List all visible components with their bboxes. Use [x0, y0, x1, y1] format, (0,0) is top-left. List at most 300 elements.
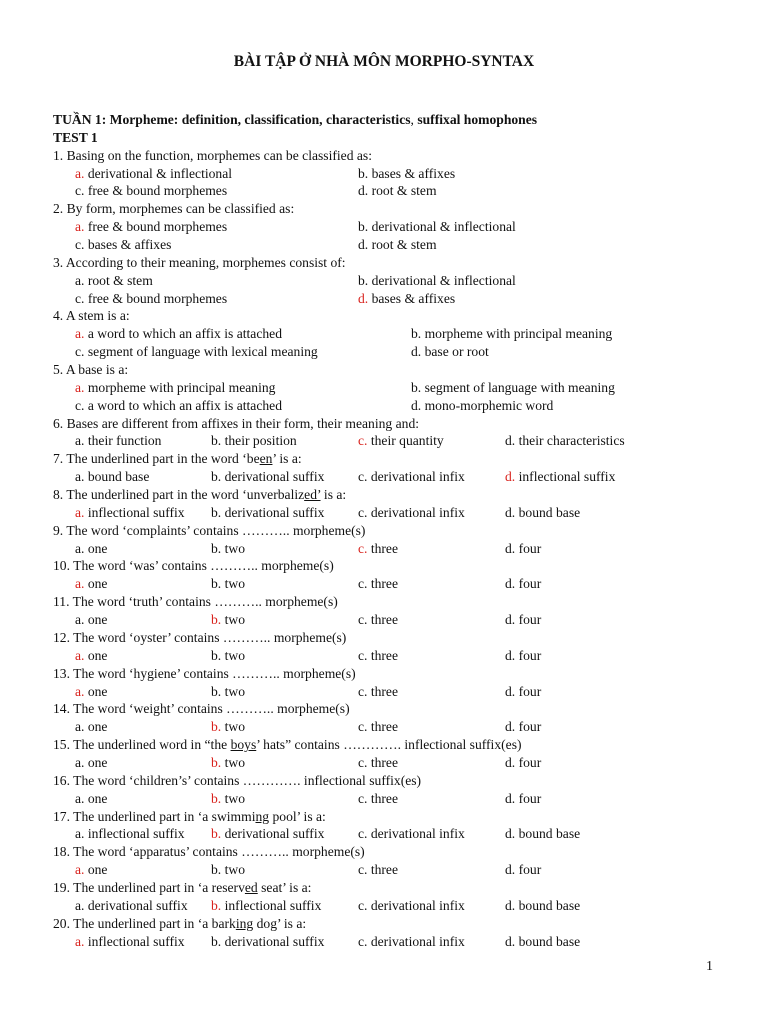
- question-text: 13. The word ‘hygiene’ contains ……….. morpheme(s): [53, 665, 356, 681]
- option-a: [75, 272, 153, 290]
- option-marker: b.: [411, 379, 422, 395]
- option-marker: d.: [505, 754, 516, 770]
- option-c: [358, 683, 398, 701]
- question-10-options-row: [53, 575, 753, 593]
- question-text: dog’ is a:: [253, 915, 307, 931]
- option-text: one: [84, 683, 108, 699]
- option-b: [411, 379, 615, 397]
- option-text: mono-morphemic word: [421, 397, 554, 413]
- option-marker: d.: [505, 504, 516, 520]
- option-text: one: [84, 862, 108, 878]
- question-6-stem: [53, 415, 753, 433]
- option-marker: d.: [411, 397, 422, 413]
- option-marker: b.: [211, 576, 222, 592]
- option-text: bound base: [515, 897, 581, 913]
- option-d: [505, 611, 541, 629]
- option-b: [211, 468, 324, 486]
- option-text: derivational & inflectional: [84, 165, 233, 181]
- week-heading-tail: suffixal homophones: [413, 112, 538, 127]
- question-text: 12. The word ‘oyster’ contains ……….. morpheme(s): [53, 629, 347, 645]
- option-text: segment of language with lexical meaning: [84, 344, 318, 360]
- answer-marker: a.: [75, 326, 85, 342]
- option-text: derivational & inflectional: [368, 272, 516, 288]
- option-c: [358, 504, 465, 522]
- option-marker: c.: [358, 576, 368, 592]
- option-text: one: [84, 754, 108, 770]
- question-5-stem: [53, 361, 753, 379]
- question-20-stem: [53, 915, 753, 933]
- option-d: [505, 825, 580, 843]
- option-marker: a.: [75, 469, 85, 485]
- option-marker: c.: [358, 683, 368, 699]
- option-b: [211, 718, 245, 736]
- question-16-stem: [53, 772, 753, 790]
- week-heading-main: TUẦN 1: Morpheme: definition, classification, characteristics: [53, 112, 411, 127]
- question-10-stem: [53, 557, 753, 575]
- option-text: inflectional suffix: [84, 933, 185, 949]
- option-text: four: [515, 683, 542, 699]
- answer-marker: b.: [211, 826, 222, 842]
- option-text: root & stem: [84, 272, 153, 288]
- option-marker: c.: [358, 647, 368, 663]
- option-text: three: [367, 540, 399, 556]
- question-1-stem: [53, 147, 753, 165]
- option-text: their position: [221, 433, 297, 449]
- option-d: [505, 754, 541, 772]
- option-marker: d.: [505, 540, 516, 556]
- option-c: [358, 718, 398, 736]
- question-4-stem: [53, 307, 753, 325]
- option-b: [358, 165, 455, 183]
- option-c: [75, 290, 227, 308]
- question-text: 11. The word ‘truth’ contains ……….. morpheme(s): [53, 594, 338, 610]
- option-c: [75, 343, 318, 361]
- option-marker: b.: [211, 540, 222, 556]
- answer-marker: a.: [75, 683, 85, 699]
- question-13-options-row: [53, 683, 753, 701]
- option-marker: d.: [505, 433, 516, 449]
- underlined-part: en: [259, 451, 273, 467]
- option-b: [211, 825, 324, 843]
- question-text: is a:: [320, 487, 347, 503]
- option-d: [505, 432, 625, 450]
- question-1-options-row: [53, 182, 753, 200]
- option-marker: d.: [358, 237, 369, 253]
- option-marker: c.: [358, 719, 368, 735]
- question-text: 1. Basing on the function, morphemes can be classified as:: [53, 147, 372, 163]
- option-marker: a.: [75, 754, 85, 770]
- option-text: bases & affixes: [368, 165, 456, 181]
- option-a: [75, 540, 107, 558]
- page-title: BÀI TẬP Ở NHÀ MÔN MORPHO-SYNTAX: [233, 53, 535, 70]
- option-text: four: [515, 754, 542, 770]
- question-text: 4. A stem is a:: [53, 308, 130, 324]
- option-d: [505, 683, 541, 701]
- page-number: 1: [706, 959, 713, 974]
- option-d: [411, 343, 489, 361]
- option-text: two: [221, 754, 245, 770]
- question-text: 10. The word ‘was’ contains ……….. morpheme(s): [53, 558, 334, 574]
- option-marker: a.: [75, 612, 85, 628]
- question-7-options-row: [53, 468, 753, 486]
- option-c: [75, 182, 227, 200]
- question-text: 18. The word ‘apparatus’ contains ……….. morpheme(s): [53, 844, 365, 860]
- underlined-part: boys: [230, 737, 257, 753]
- question-1-options-row: [53, 165, 753, 183]
- option-a: [75, 379, 275, 397]
- option-marker: a.: [75, 719, 85, 735]
- option-b: [211, 933, 324, 951]
- option-text: three: [367, 576, 399, 592]
- option-text: derivational & inflectional: [368, 219, 516, 235]
- option-text: two: [221, 540, 245, 556]
- option-text: three: [367, 647, 399, 663]
- option-marker: c.: [358, 897, 368, 913]
- underlined-part: ed: [244, 879, 258, 895]
- option-a: [75, 468, 149, 486]
- option-b: [358, 272, 516, 290]
- question-12-options-row: [53, 647, 753, 665]
- question-17-stem: [53, 808, 753, 826]
- question-text: 5. A base is a:: [53, 362, 129, 378]
- option-a: [75, 165, 232, 183]
- question-text: 17. The underlined part in ‘a swimmi: [53, 808, 256, 824]
- option-b: [211, 647, 245, 665]
- question-text: 14. The word ‘weight’ contains ……….. morpheme(s): [53, 701, 350, 717]
- option-text: three: [367, 754, 399, 770]
- option-marker: a.: [75, 790, 85, 806]
- question-3-options-row: [53, 272, 753, 290]
- option-marker: a.: [75, 897, 85, 913]
- option-marker: b.: [358, 219, 369, 235]
- question-18-stem: [53, 843, 753, 861]
- week-heading: [53, 111, 753, 129]
- question-20-options-row: [53, 933, 753, 951]
- option-text: derivational suffix: [84, 897, 188, 913]
- question-text: 6. Bases are different from affixes in their form, their meaning and:: [53, 415, 420, 431]
- option-a: [75, 825, 185, 843]
- question-19-stem: [53, 879, 753, 897]
- option-text: bound base: [515, 504, 581, 520]
- option-b: [211, 861, 245, 879]
- question-text: 16. The word ‘children’s’ contains …………. inflectional suffix(es): [53, 772, 422, 788]
- option-a: [75, 718, 107, 736]
- option-text: derivational infix: [367, 826, 465, 842]
- question-text: 19. The underlined part in ‘a reserv: [53, 879, 245, 895]
- option-marker: a.: [75, 826, 85, 842]
- option-marker: b.: [211, 504, 222, 520]
- worksheet-content: [53, 111, 753, 950]
- option-marker: b.: [211, 862, 222, 878]
- option-d: [505, 790, 541, 808]
- option-marker: d.: [505, 826, 516, 842]
- question-16-options-row: [53, 790, 753, 808]
- option-a: [75, 611, 107, 629]
- option-text: four: [515, 862, 542, 878]
- option-b: [211, 432, 297, 450]
- question-9-stem: [53, 522, 753, 540]
- option-b: [211, 790, 245, 808]
- option-text: a word to which an affix is attached: [84, 397, 282, 413]
- test-label: TEST 1: [53, 129, 98, 145]
- answer-marker: a.: [75, 219, 85, 235]
- option-c: [358, 825, 465, 843]
- answer-marker: a.: [75, 933, 85, 949]
- option-a: [75, 933, 185, 951]
- option-marker: c.: [358, 504, 368, 520]
- option-d: [358, 290, 455, 308]
- option-d: [505, 575, 541, 593]
- option-c: [75, 236, 171, 254]
- option-text: bound base: [515, 826, 581, 842]
- option-a: [75, 754, 107, 772]
- option-marker: d.: [505, 576, 516, 592]
- option-a: [75, 432, 161, 450]
- question-3-stem: [53, 254, 753, 272]
- option-text: two: [221, 790, 245, 806]
- question-14-options-row: [53, 718, 753, 736]
- option-a: [75, 790, 107, 808]
- option-a: [75, 647, 107, 665]
- option-marker: b.: [211, 647, 222, 663]
- option-text: two: [221, 719, 245, 735]
- option-text: derivational suffix: [221, 933, 325, 949]
- question-5-options-row: [53, 397, 753, 415]
- option-text: their characteristics: [515, 433, 625, 449]
- question-text: 15. The underlined word in “the: [53, 737, 231, 753]
- option-text: two: [221, 862, 245, 878]
- option-text: derivational infix: [367, 469, 465, 485]
- question-text: 7. The underlined part in the word ‘be: [53, 451, 260, 467]
- option-text: their quantity: [367, 433, 444, 449]
- answer-marker: b.: [211, 754, 222, 770]
- option-marker: b.: [358, 165, 369, 181]
- option-text: one: [84, 647, 108, 663]
- option-text: their function: [84, 433, 162, 449]
- option-text: one: [84, 612, 108, 628]
- option-marker: b.: [211, 433, 222, 449]
- option-text: two: [221, 647, 245, 663]
- option-c: [358, 575, 398, 593]
- question-6-options-row: [53, 432, 753, 450]
- option-text: bases & affixes: [368, 290, 456, 306]
- option-marker: d.: [358, 183, 369, 199]
- option-marker: d.: [505, 647, 516, 663]
- option-text: three: [367, 612, 399, 628]
- answer-marker: a.: [75, 379, 85, 395]
- option-text: derivational suffix: [221, 826, 325, 842]
- option-marker: c.: [358, 862, 368, 878]
- option-marker: d.: [505, 683, 516, 699]
- question-11-options-row: [53, 611, 753, 629]
- option-text: derivational infix: [367, 897, 465, 913]
- option-b: [211, 540, 245, 558]
- option-text: four: [515, 790, 542, 806]
- question-17-options-row: [53, 825, 753, 843]
- option-c: [358, 790, 398, 808]
- option-marker: c.: [75, 237, 85, 253]
- option-d: [505, 468, 615, 486]
- question-8-stem: [53, 486, 753, 504]
- answer-marker: a.: [75, 862, 85, 878]
- answer-marker: b.: [211, 790, 222, 806]
- question-2-options-row: [53, 236, 753, 254]
- option-c: [358, 754, 398, 772]
- option-b: [211, 611, 245, 629]
- question-12-stem: [53, 629, 753, 647]
- option-text: three: [367, 862, 399, 878]
- option-b: [211, 504, 324, 522]
- option-c: [358, 933, 465, 951]
- option-text: segment of language with meaning: [421, 379, 615, 395]
- option-a: [75, 861, 107, 879]
- option-b: [411, 325, 612, 343]
- option-marker: c.: [358, 612, 368, 628]
- option-marker: b.: [358, 272, 369, 288]
- answer-marker: b.: [211, 897, 222, 913]
- answer-marker: a.: [75, 647, 85, 663]
- question-5-options-row: [53, 379, 753, 397]
- underlined-part: ing: [235, 915, 254, 931]
- question-7-stem: [53, 450, 753, 468]
- question-text: ’ hats” contains …………. inflectional suffix(es): [256, 737, 522, 753]
- option-text: inflectional suffix: [84, 504, 185, 520]
- question-18-options-row: [53, 861, 753, 879]
- option-text: derivational suffix: [221, 504, 325, 520]
- option-text: four: [515, 647, 542, 663]
- option-c: [358, 611, 398, 629]
- option-text: bound base: [515, 933, 581, 949]
- option-marker: d.: [505, 862, 516, 878]
- answer-marker: a.: [75, 165, 85, 181]
- option-marker: c.: [358, 826, 368, 842]
- question-text: 9. The word ‘complaints’ contains ……….. morpheme(s): [53, 522, 366, 538]
- option-b: [358, 218, 516, 236]
- option-marker: a.: [75, 433, 85, 449]
- option-a: [75, 683, 107, 701]
- option-marker: b.: [211, 683, 222, 699]
- option-text: derivational infix: [367, 933, 465, 949]
- option-a: [75, 504, 185, 522]
- option-d: [505, 540, 541, 558]
- option-marker: c.: [75, 290, 85, 306]
- option-text: root & stem: [368, 183, 437, 199]
- question-9-options-row: [53, 540, 753, 558]
- option-text: two: [221, 576, 245, 592]
- question-11-stem: [53, 593, 753, 611]
- question-text: 20. The underlined part in ‘a bark: [53, 915, 236, 931]
- question-text: 3. According to their meaning, morphemes consist of:: [53, 254, 346, 270]
- question-4-options-row: [53, 325, 753, 343]
- option-text: one: [84, 540, 108, 556]
- option-a: [75, 575, 107, 593]
- option-marker: b.: [211, 933, 222, 949]
- option-b: [211, 897, 321, 915]
- option-marker: d.: [505, 612, 516, 628]
- question-13-stem: [53, 665, 753, 683]
- option-d: [505, 504, 580, 522]
- option-text: base or root: [421, 344, 489, 360]
- answer-marker: c.: [358, 540, 368, 556]
- option-text: inflectional suffix: [221, 897, 322, 913]
- option-text: one: [84, 719, 108, 735]
- option-b: [211, 683, 245, 701]
- option-d: [358, 182, 437, 200]
- question-2-options-row: [53, 218, 753, 236]
- option-text: a word to which an affix is attached: [84, 326, 282, 342]
- option-text: inflectional suffix: [515, 469, 616, 485]
- underlined-part: ed’: [304, 487, 321, 503]
- option-marker: c.: [358, 754, 368, 770]
- option-marker: c.: [358, 469, 368, 485]
- option-text: one: [84, 790, 108, 806]
- option-c: [358, 861, 398, 879]
- question-3-options-row: [53, 290, 753, 308]
- option-marker: c.: [75, 183, 85, 199]
- option-marker: c.: [75, 397, 85, 413]
- option-marker: b.: [411, 326, 422, 342]
- option-text: four: [515, 540, 542, 556]
- answer-marker: a.: [75, 576, 85, 592]
- option-c: [358, 468, 465, 486]
- option-text: inflectional suffix: [84, 826, 185, 842]
- option-marker: d.: [505, 719, 516, 735]
- option-c: [358, 540, 398, 558]
- option-text: four: [515, 612, 542, 628]
- option-text: morpheme with principal meaning: [421, 326, 613, 342]
- option-c: [358, 647, 398, 665]
- question-4-options-row: [53, 343, 753, 361]
- question-text: 8. The underlined part in the word ‘unverbaliz: [53, 487, 305, 503]
- option-text: three: [367, 719, 399, 735]
- option-text: four: [515, 719, 542, 735]
- answer-marker: a.: [75, 504, 85, 520]
- option-marker: a.: [75, 272, 85, 288]
- option-marker: c.: [358, 790, 368, 806]
- option-text: two: [221, 612, 245, 628]
- option-c: [358, 432, 444, 450]
- question-text: 2. By form, morphemes can be classified as:: [53, 201, 295, 217]
- question-text: pool’ is a:: [269, 808, 326, 824]
- option-text: two: [221, 683, 245, 699]
- option-a: [75, 218, 227, 236]
- option-d: [411, 397, 553, 415]
- question-text: ’ is a:: [272, 451, 302, 467]
- week-heading-comma: ,: [410, 112, 414, 127]
- question-19-options-row: [53, 897, 753, 915]
- option-c: [75, 397, 282, 415]
- option-marker: d.: [505, 897, 516, 913]
- answer-marker: d.: [358, 290, 369, 306]
- answer-marker: b.: [211, 612, 222, 628]
- question-text: seat’ is a:: [257, 879, 312, 895]
- option-d: [358, 236, 437, 254]
- option-c: [358, 897, 465, 915]
- option-text: bound base: [84, 469, 150, 485]
- option-text: free & bound morphemes: [84, 219, 228, 235]
- option-d: [505, 647, 541, 665]
- option-text: free & bound morphemes: [84, 290, 228, 306]
- option-d: [505, 897, 580, 915]
- option-d: [505, 718, 541, 736]
- option-marker: d.: [505, 933, 516, 949]
- option-marker: c.: [358, 933, 368, 949]
- option-text: root & stem: [368, 237, 437, 253]
- option-text: three: [367, 790, 399, 806]
- answer-marker: d.: [505, 469, 516, 485]
- option-text: derivational infix: [367, 504, 465, 520]
- answer-marker: c.: [358, 433, 368, 449]
